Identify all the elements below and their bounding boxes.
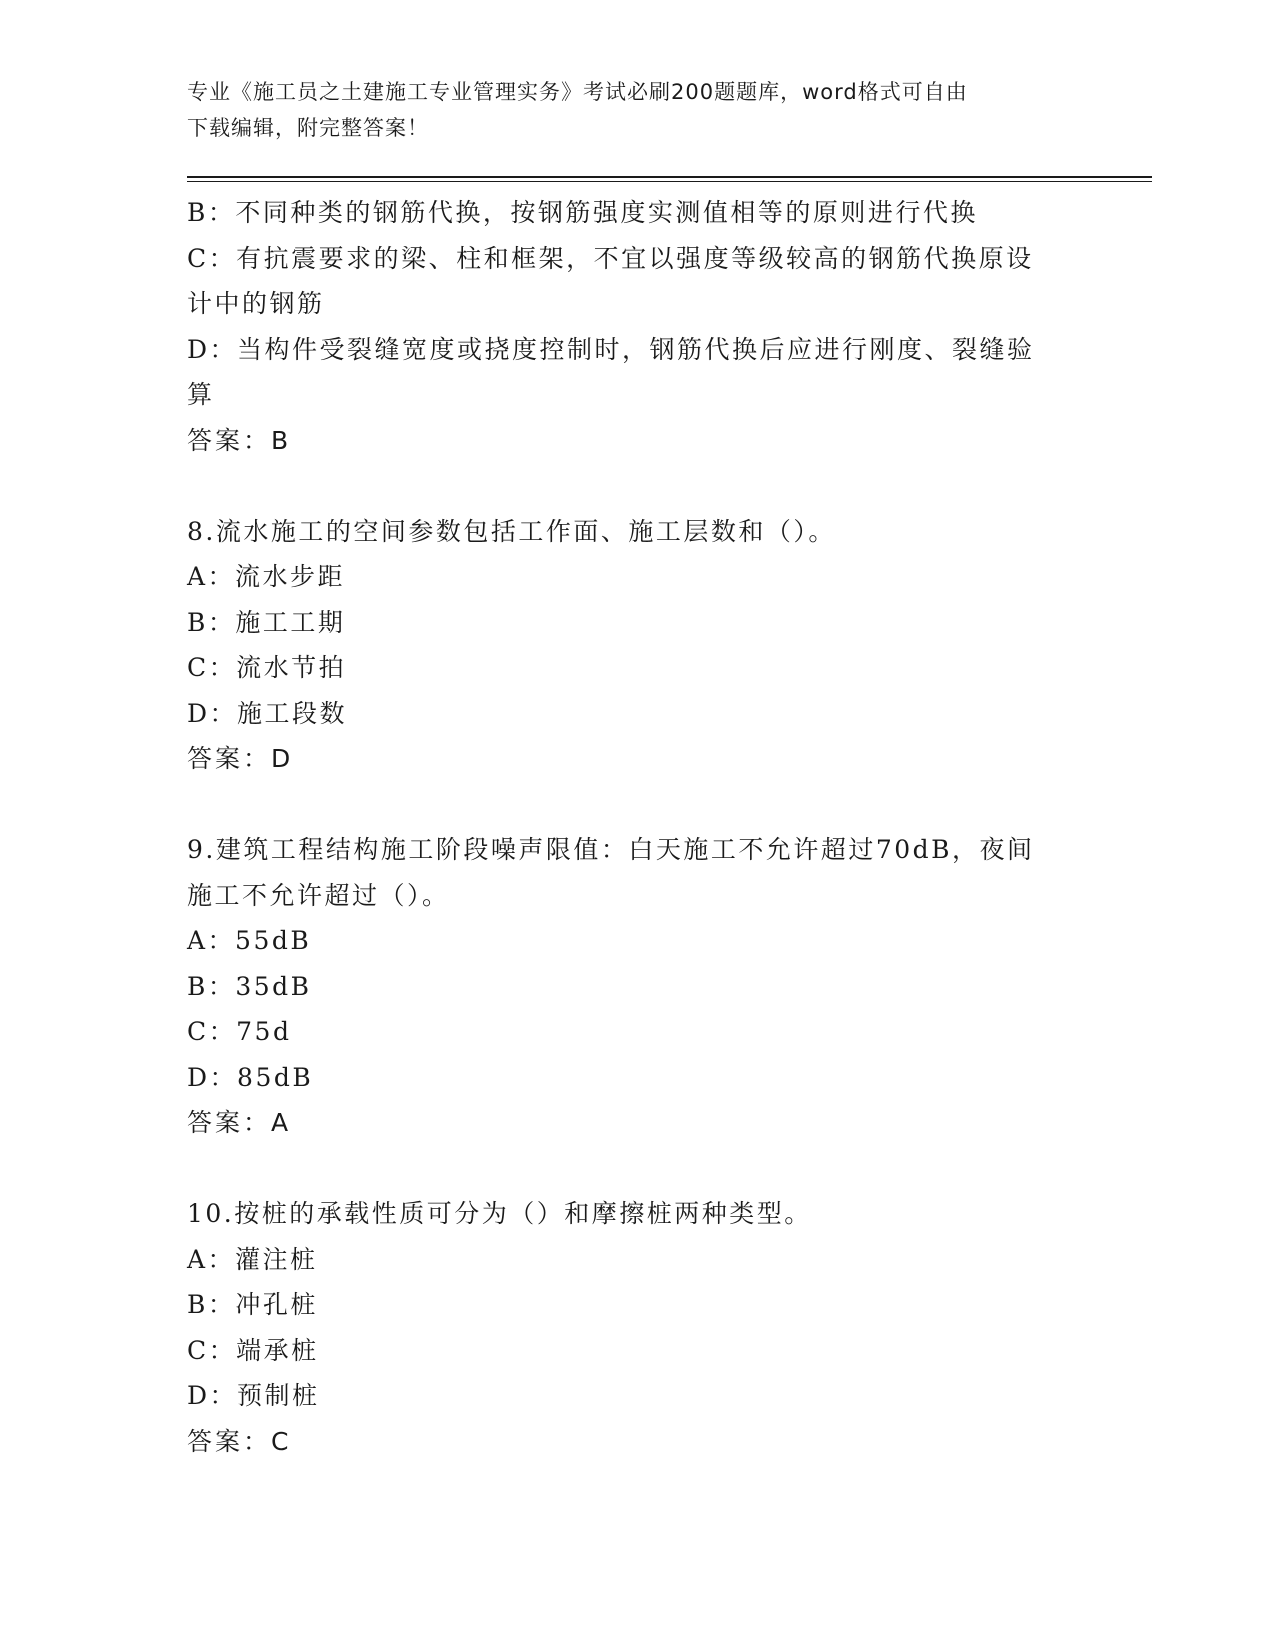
answer: 答案：D — [187, 744, 294, 773]
option-a: A：流水步距 — [187, 562, 346, 591]
spacer — [187, 1146, 1087, 1192]
question-text-line-1: 9.建筑工程结构施工阶段噪声限值：白天施工不允许超过70dB，夜间 — [187, 835, 1035, 864]
option-c: C：流水节拍 — [187, 653, 347, 682]
option-b: B：35dB — [187, 971, 312, 1001]
header-line-1: 专业《施工员之土建施工专业管理实务》考试必刷200题题库，word格式可自由 — [187, 80, 968, 104]
question-block-8 — [187, 509, 1087, 782]
option-d: D：施工段数 — [187, 698, 348, 728]
question-list — [187, 190, 1087, 1464]
option-b: B：冲孔桩 — [187, 1290, 318, 1319]
question-text-line-2: 施工不允许超过（）。 — [187, 880, 450, 910]
answer: 答案：B — [187, 425, 292, 455]
question-text: 10.按桩的承载性质可分为（）和摩擦桩两种类型。 — [187, 1199, 812, 1228]
option-a: A：55dB — [187, 926, 312, 955]
question-text: 8.流水施工的空间参数包括工作面、施工层数和（）。 — [187, 516, 836, 546]
spacer — [187, 782, 1087, 828]
option-c: C：端承桩 — [187, 1335, 319, 1365]
option-c: C：75d — [187, 1017, 292, 1046]
question-block-prev — [187, 190, 1087, 463]
header-divider-thin — [187, 181, 1152, 182]
spacer — [187, 463, 1087, 509]
option-b: B：施工工期 — [187, 607, 346, 637]
document-header — [187, 74, 1087, 146]
question-block-9 — [187, 827, 1087, 1146]
option-d-line-2: 算 — [187, 380, 215, 409]
option-d: D：预制桩 — [187, 1381, 320, 1410]
header-line-2: 下载编辑，附完整答案！ — [187, 116, 429, 140]
header-divider-thick — [187, 176, 1152, 178]
question-block-10 — [187, 1191, 1087, 1464]
option-a: A：灌注桩 — [187, 1244, 318, 1274]
option-d: D：85dB — [187, 1062, 314, 1092]
option-c-line-2: 计中的钢筋 — [187, 289, 325, 318]
option-c-line-1: C：有抗震要求的梁、柱和框架，不宜以强度等级较高的钢筋代换原设 — [187, 243, 1034, 273]
answer: 答案：A — [187, 1108, 292, 1137]
option-d-line-1: D：当构件受裂缝宽度或挠度控制时，钢筋代换后应进行刚度、裂缝验 — [187, 334, 1035, 364]
option-b: B：不同种类的钢筋代换，按钢筋强度实测值相等的原则进行代换 — [187, 198, 978, 227]
answer: 答案：C — [187, 1426, 292, 1456]
